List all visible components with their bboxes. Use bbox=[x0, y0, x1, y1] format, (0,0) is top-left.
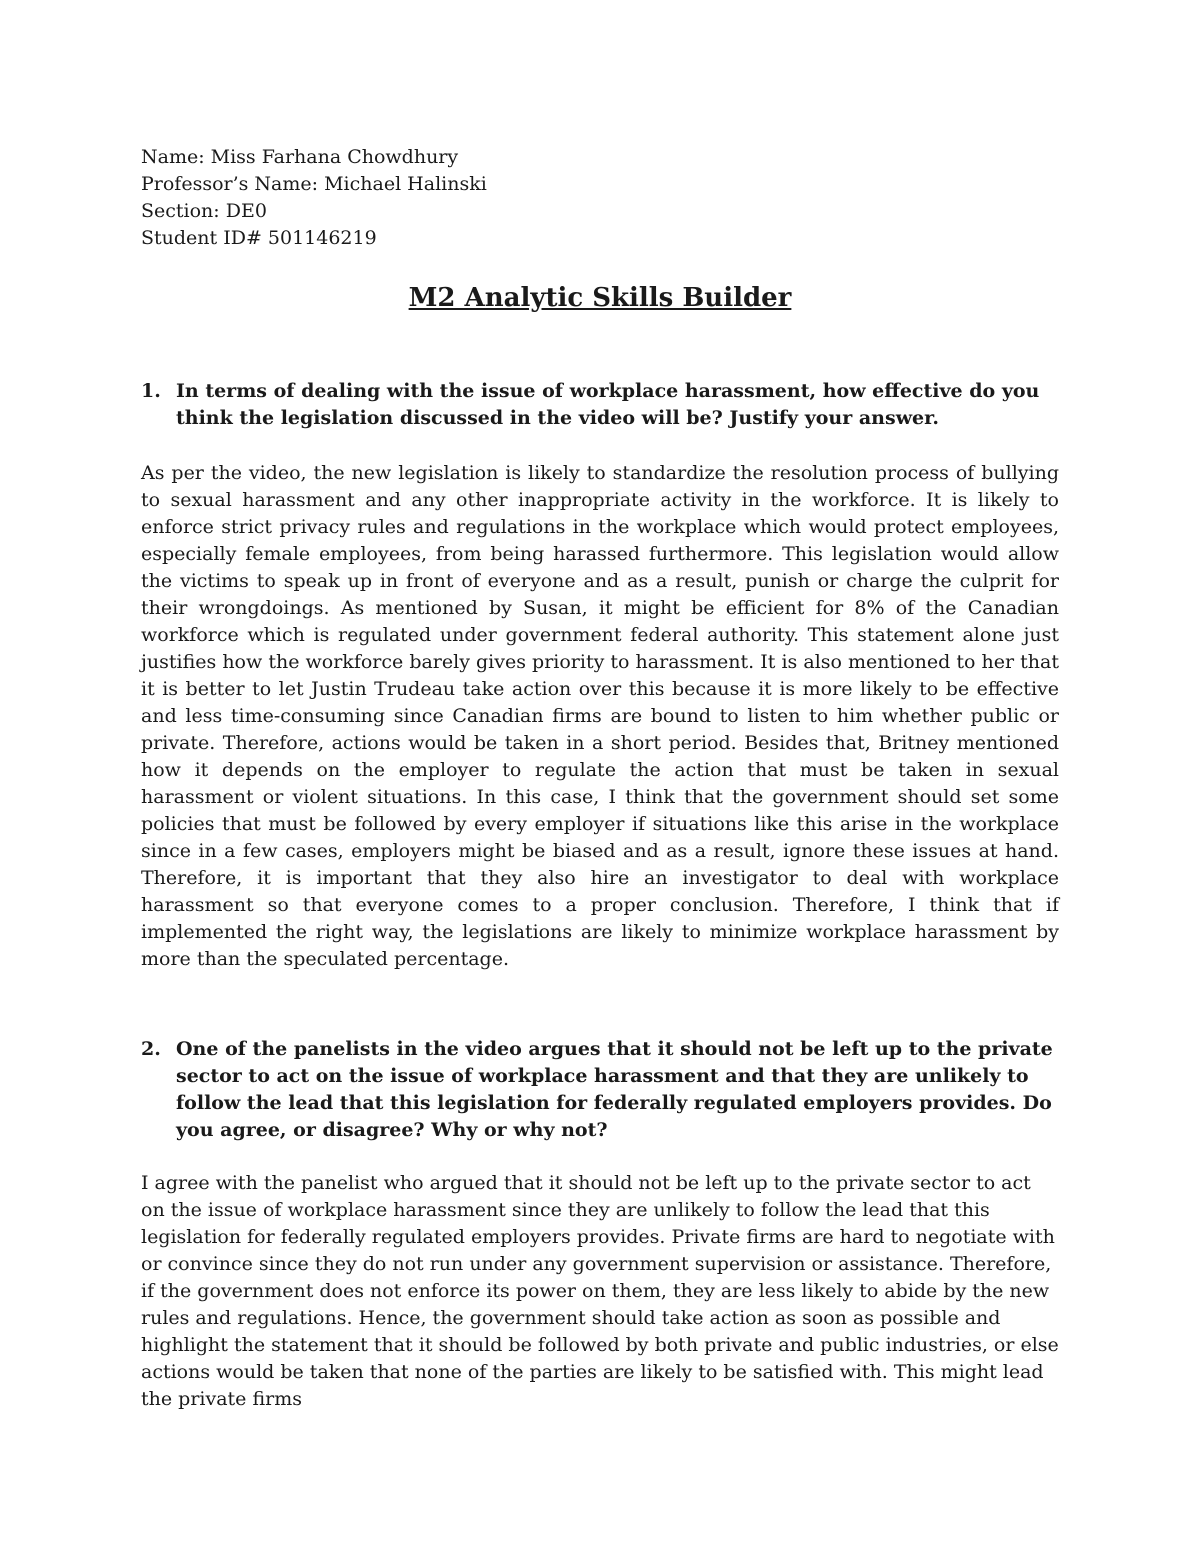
question-2 bbox=[141, 1036, 1061, 1144]
student-name: Name: Miss Farhana Chowdhury bbox=[141, 146, 459, 168]
document-title: M2 Analytic Skills Builder bbox=[408, 283, 792, 313]
student-id: Student ID# 501146219 bbox=[141, 227, 377, 249]
question-2-number: 2. bbox=[141, 1038, 161, 1060]
question-1 bbox=[141, 378, 1061, 432]
question-1-text: In terms of dealing with the issue of workplace harassment, how effective do you think the legislation discussed in the video will be? Justify your answer. bbox=[176, 380, 1040, 429]
professor-name: Professor’s Name: Michael Halinski bbox=[141, 173, 487, 195]
student-info-block bbox=[141, 144, 487, 252]
question-2-text: One of the panelists in the video argues that it should not be left up to the private sector to act on the issue of workplace harassment and that they are unlikely to follow the lead that this legislation for federally regulated employers provides. Do you agree, or disagree? Why or why not? bbox=[176, 1038, 1053, 1141]
section-label: Section: DE0 bbox=[141, 200, 267, 222]
answer-2: I agree with the panelist who argued that it should not be left up to the private sector to act on the issue of workplace harassment since they are unlikely to follow the lead that this legislation for federally regulated employers provides. Private firms are hard to negotiate with or convince since they do not run under any government supervision or assistance. Therefore, if the government does not enforce its power on them, they are less likely to abide by the new rules and regulations. Hence, the government should take action as soon as possible and highlight the statement that it should be followed by both private and public industries, or else actions would be taken that none of the parties are likely to be satisfied with. This might lead the private firms bbox=[141, 1172, 1059, 1410]
question-1-number: 1. bbox=[141, 380, 161, 402]
answer-1: As per the video, the new legislation is likely to standardize the resolution process of bullying to sexual harassment and any other inappropriate activity in the workforce. It is likely to enforce strict privacy rules and regulations in the workplace which would protect employees, especially female employees, from being harassed furthermore. This legislation would allow the victims to speak up in front of everyone and as a result, punish or charge the culprit for their wrongdoings. As mentioned by Susan, it might be efficient for 8% of the Canadian workforce which is regulated under government federal authority. This statement alone just justifies how the workforce barely gives priority to harassment. It is also mentioned to her that it is better to let Justin Trudeau take action over this because it is more likely to be effective and less time-consuming since Canadian firms are bound to listen to him whether public or private. Therefore, actions would be taken in a short period. Besides that, Britney mentioned how it depends on the employer to regulate the action that must be taken in sexual harassment or violent situations. In this case, I think that the government should set some policies that must be followed by every employer if situations like this arise in the workplace since in a few cases, employers might be biased and as a result, ignore these issues at hand. Therefore, it is important that they also hire an investigator to deal with workplace harassment so that everyone comes to a proper conclusion. Therefore, I think that if implemented the right way, the legislations are likely to minimize workplace harassment by more than the speculated percentage. bbox=[141, 462, 1059, 970]
